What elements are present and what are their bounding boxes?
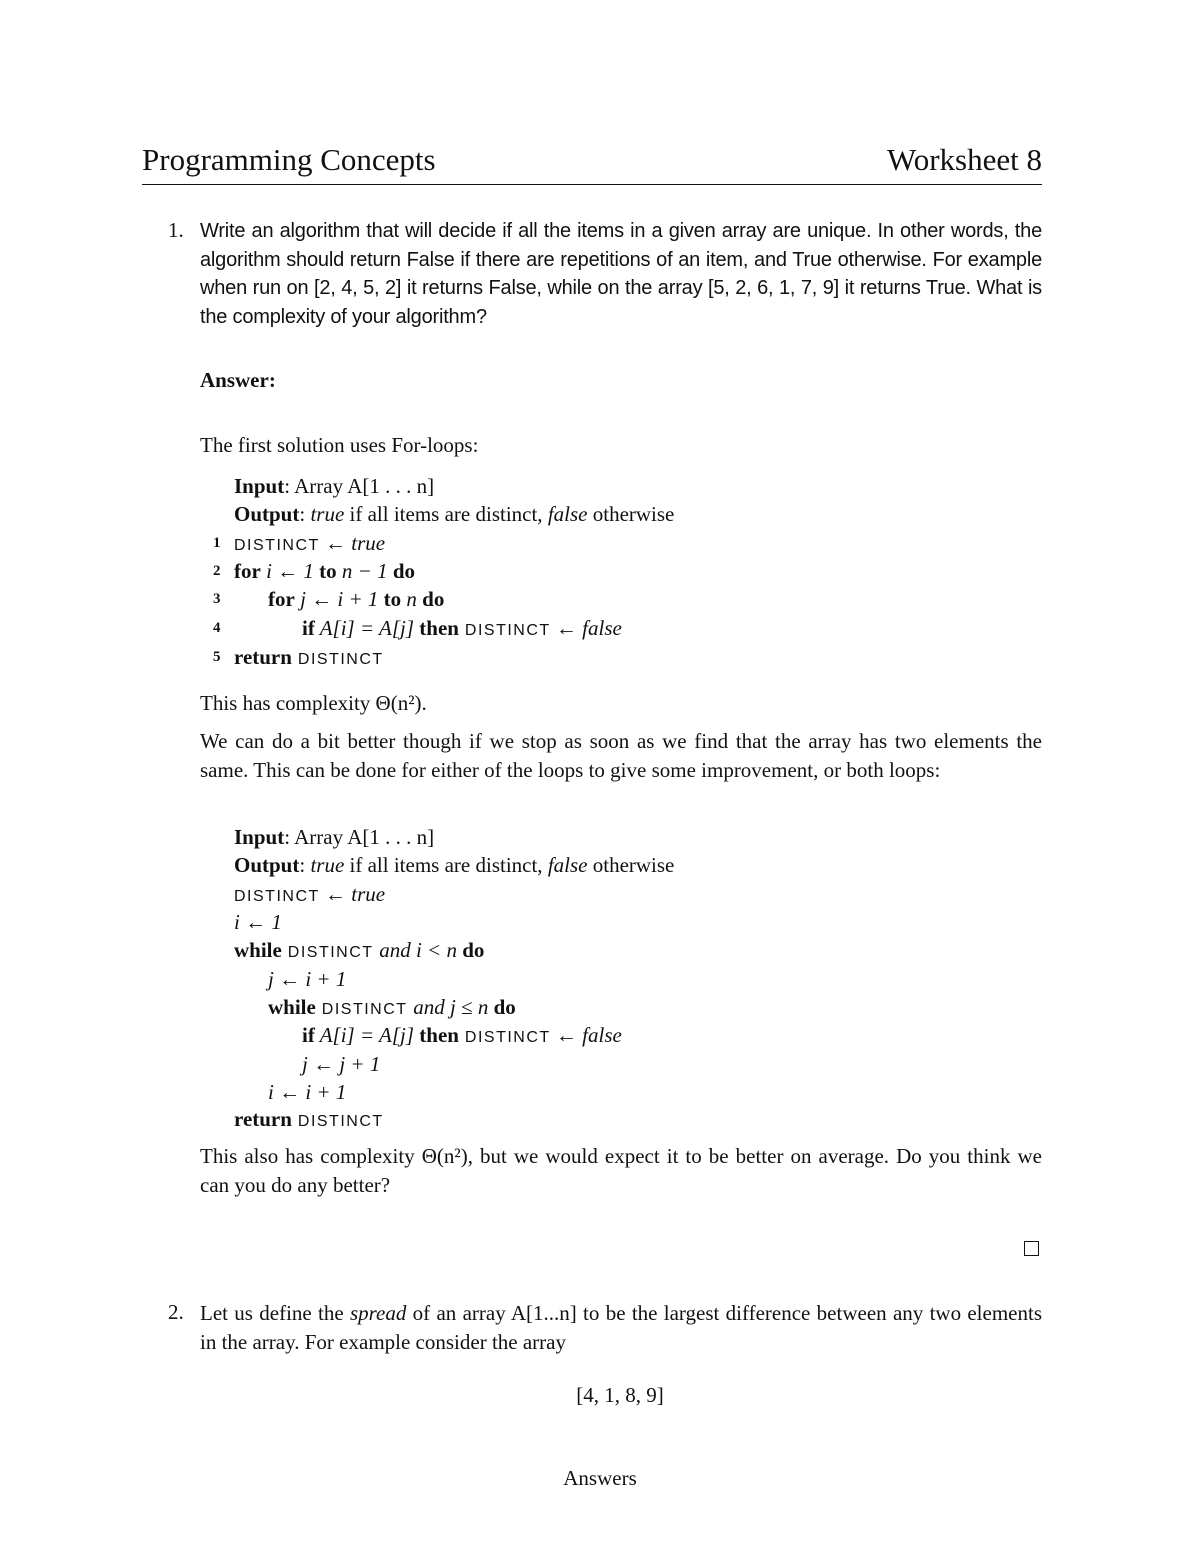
complexity-1: This has complexity Θ(n²). xyxy=(200,691,427,715)
algo2-input: Input: Array A[1 . . . n] xyxy=(234,825,435,849)
question-2-number: 2. xyxy=(168,1300,184,1324)
question-1-number: 1. xyxy=(168,218,184,242)
example-array: [4, 1, 8, 9] xyxy=(576,1383,664,1407)
course-title: Programming Concepts xyxy=(142,142,436,177)
line-number: 2 xyxy=(213,563,221,579)
algo1-line-2: for i ← 1 to n − 1 do xyxy=(234,559,416,583)
improvement-text: We can do a bit better though if we stop as soon as we find that the array has two elements the same. This can be done for either of the loops to give some improvement, or both loops: xyxy=(200,729,1042,782)
end-of-proof-box xyxy=(1024,1241,1039,1256)
complexity-2: This also has complexity Θ(n²), but we would expect it to be better on average. Do you think we can you do any better? xyxy=(200,1144,1042,1197)
algo2-line-8: i ← i + 1 xyxy=(268,1080,347,1104)
question-1-text: Write an algorithm that will decide if all the items in a given array are unique. In other words, the algorithm should return False if there are repetitions of an item, and True otherwise. For example when run on [2, 4, 5, 2] it returns False, while on the array [5, 2, 6, 1, 7, 9] it returns True. What is the complexity of your algorithm? xyxy=(200,220,1042,328)
line-number: 4 xyxy=(213,620,221,636)
question-2-text: Let us define the spread of an array A[1...n] to be the largest difference between any two elements in the array. For example consider the array xyxy=(200,1301,1043,1354)
algo1-output: Output: true if all items are distinct, false otherwise xyxy=(234,502,675,526)
line-number: 1 xyxy=(213,535,221,551)
answer-label: Answer: xyxy=(200,368,276,392)
algo1-line-5: return DISTINCT xyxy=(234,645,384,669)
algo1-line-1: DISTINCT ← true xyxy=(234,531,386,555)
algo2-output: Output: true if all items are distinct, false otherwise xyxy=(234,853,675,877)
algo1-line-3: for j ← i + 1 to n do xyxy=(268,587,445,611)
algo2-line-4: j ← i + 1 xyxy=(268,967,347,991)
worksheet-label: Worksheet 8 xyxy=(886,142,1042,177)
algo2-line-1: DISTINCT ← true xyxy=(234,882,386,906)
algo2-line-7: j ← j + 1 xyxy=(302,1052,381,1076)
solution-intro: The first solution uses For-loops: xyxy=(200,433,479,457)
algo2-line-2: i ← 1 xyxy=(234,910,282,934)
algo1-line-4: if A[i] = A[j] then DISTINCT ← false xyxy=(302,616,622,640)
algo2-line-9: return DISTINCT xyxy=(234,1107,384,1131)
page-footer: Answers xyxy=(563,1466,637,1490)
algo2-line-5: while DISTINCT and j ≤ n do xyxy=(268,995,516,1019)
page-header xyxy=(142,138,1042,185)
algo2-line-3: while DISTINCT and i < n do xyxy=(234,938,485,962)
line-number: 3 xyxy=(213,591,221,607)
line-number: 5 xyxy=(213,649,221,665)
algo2-line-6: if A[i] = A[j] then DISTINCT ← false xyxy=(302,1023,622,1047)
algo1-input: Input: Array A[1 . . . n] xyxy=(234,474,435,498)
